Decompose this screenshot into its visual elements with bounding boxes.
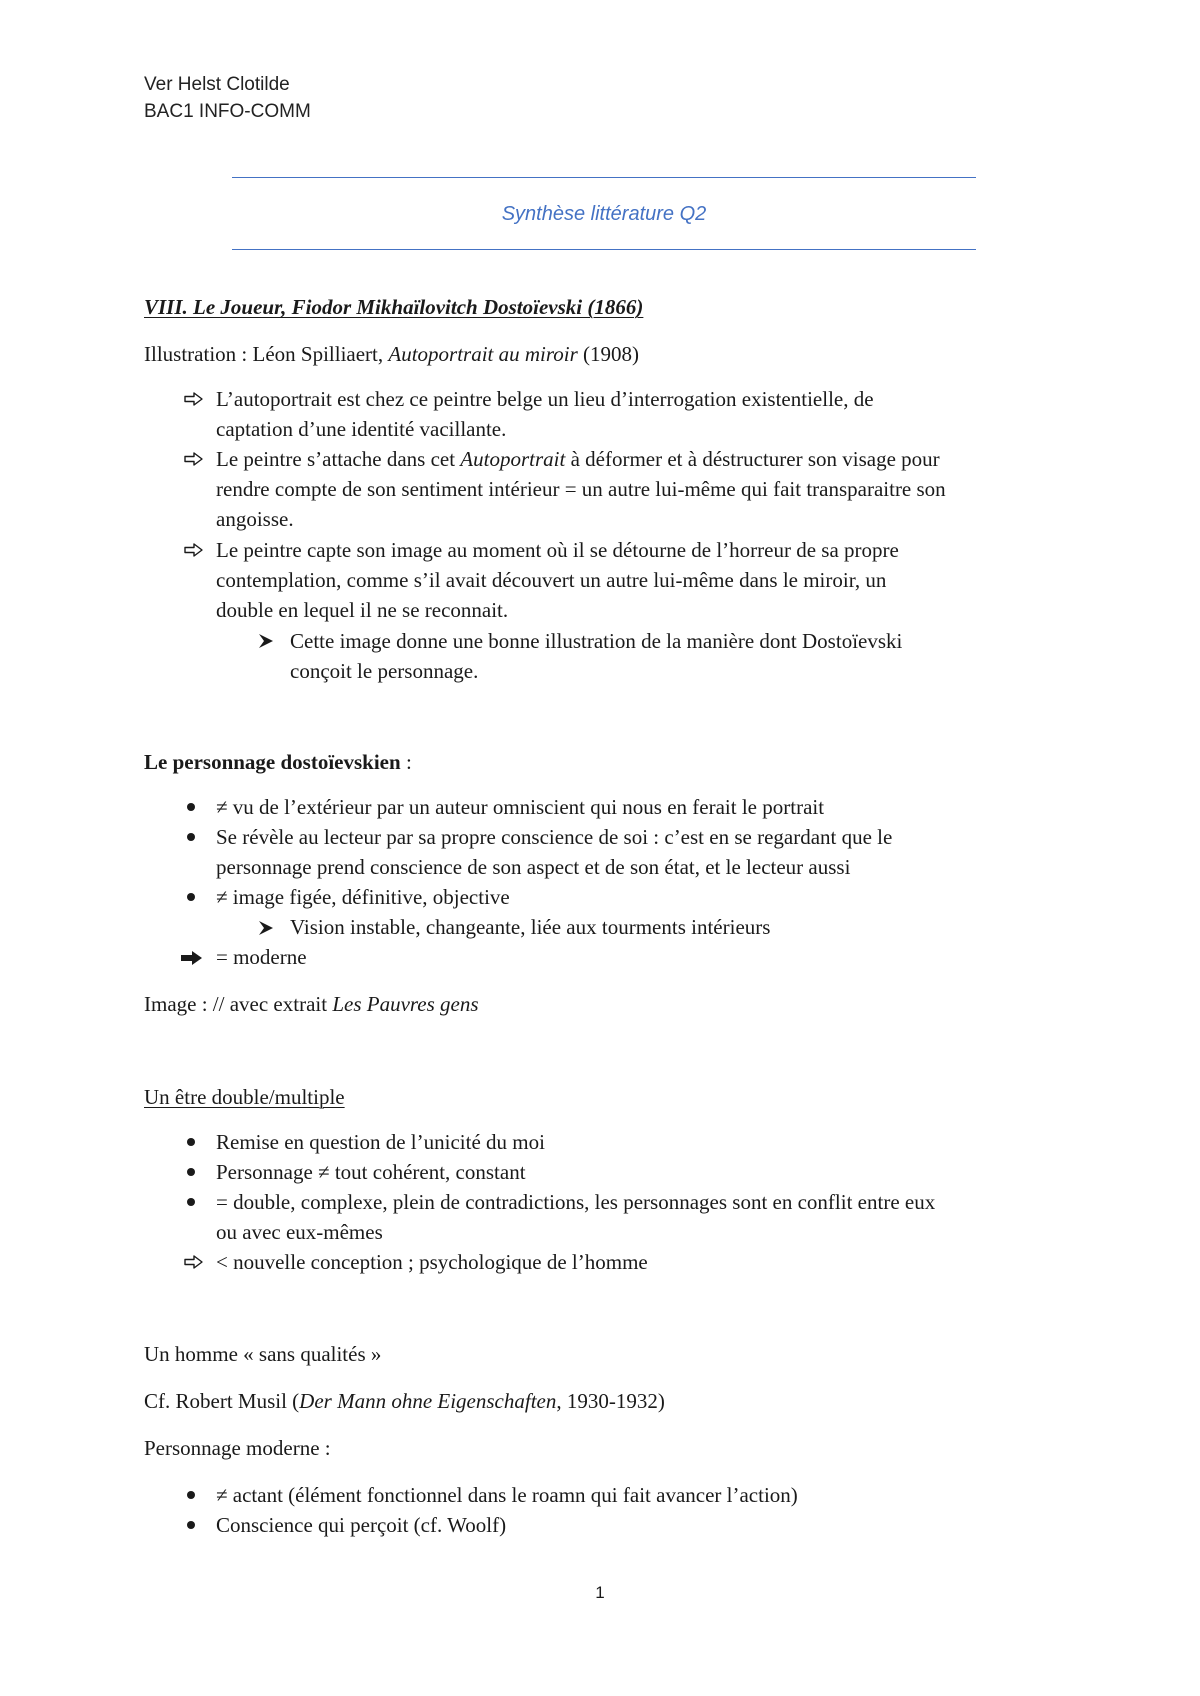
section-heading [144,292,643,322]
point-2-text-b: à déformer et à déstructurer son visage pour [565,447,940,471]
document-title: Synthèse littérature Q2 [501,203,707,225]
image-prefix: Image : // avec extrait [144,992,333,1016]
bullet-dot-icon [187,1521,195,1529]
point-3-line-2: contemplation, comme s’il avait découvert un autre lui-même dans le miroir, un [216,568,887,592]
double-bullet-3-line-1: = double, complexe, plein de contradictions, les personnages sont en conflit entre eux [216,1190,936,1214]
point-1-line-1: L’autoportrait est chez ce peintre belge un lieu d’interrogation existentielle, de [216,387,874,411]
personnage-bullet-2-line-1: Se révèle au lecteur par sa propre conscience de soi : c’est en se regardant que le [216,825,893,849]
sub-point-line-1: Cette image donne une bonne illustration de la manière dont Dostoïevski [290,629,903,653]
personnage-bullet-1: ≠ vu de l’extérieur par un auteur omniscient qui nous en ferait le portrait [216,795,825,819]
point-2-line-2: rendre compte de son sentiment intérieur = un autre lui-même qui fait transparaitre son [216,477,946,501]
bullet-dot-icon [187,803,195,811]
bullet-dot-icon [187,1491,195,1499]
double-heading: Un être double/multiple [144,1085,345,1109]
illustration-year: (1908) [577,342,640,366]
outline-arrow-icon [184,1255,204,1269]
outline-arrow-icon [184,452,204,466]
point-2-work: Autoportrait [460,447,566,471]
point-2-line-1 [216,444,940,474]
personnage-conclusion: = moderne [216,945,307,969]
image-line [144,989,479,1019]
point-3-line-1: Le peintre capte son image au moment où il se détourne de l’horreur de sa propre [216,538,899,562]
point-1-line-2: captation d’une identité vacillante. [216,417,507,441]
bold-arrow-icon [180,950,204,966]
bullet-dot-icon [187,1138,195,1146]
chevron-arrow-icon [258,920,274,936]
double-bullet-2: Personnage ≠ tout cohérent, constant [216,1160,526,1184]
course-name: BAC1 INFO-COMM [144,101,311,122]
personnage-sub-bullet: Vision instable, changeante, liée aux tourments intérieurs [290,915,771,939]
illustration-work: Autoportrait au miroir [388,342,578,366]
double-bullet-3-line-2: ou avec eux-mêmes [216,1220,383,1244]
homme-heading: Un homme « sans qualités » [144,1342,382,1366]
point-3-line-3: double en lequel il ne se reconnait. [216,598,509,622]
personnage-bullet-2-line-2: personnage prend conscience de son aspect et de son état, et le lecteur aussi [216,855,851,879]
author-name: Ver Helst Clotilde [144,74,290,95]
personnage-moderne-label: Personnage moderne : [144,1436,331,1460]
moderne-bullet-1: ≠ actant (élément fonctionnel dans le roamn qui fait avancer l’action) [216,1483,798,1507]
illustration-line [144,339,639,369]
bullet-dot-icon [187,893,195,901]
chevron-arrow-icon [258,633,274,649]
bullet-dot-icon [187,1198,195,1206]
illustration-prefix: Illustration : Léon Spilliaert, [144,342,389,366]
outline-arrow-icon [184,543,204,557]
bullet-dot-icon [187,833,195,841]
personnage-bullet-3: ≠ image figée, définitive, objective [216,885,510,909]
section-heading-text: VIII. Le Joueur, Fiodor Mikhaïlovitch Dostoïevski (1866) [144,295,644,319]
point-2-text-a: Le peintre s’attache dans cet [216,447,461,471]
title-top-rule [232,177,976,178]
bullet-dot-icon [187,1168,195,1176]
title-bottom-rule [232,249,976,250]
personnage-heading [144,747,412,777]
double-arrow-point: < nouvelle conception ; psychologique de l’homme [216,1250,648,1274]
outline-arrow-icon [184,392,204,406]
page-number: 1 [595,1583,605,1602]
musil-suffix: , 1930-1932) [556,1389,665,1413]
image-work: Les Pauvres gens [332,992,479,1016]
moderne-bullet-2: Conscience qui perçoit (cf. Woolf) [216,1513,507,1537]
musil-reference [144,1386,665,1416]
point-2-line-3: angoisse. [216,507,294,531]
sub-point-line-2: conçoit le personnage. [290,659,479,683]
personnage-heading-colon: : [400,750,412,774]
musil-work: Der Mann ohne Eigenschaften [299,1389,557,1413]
musil-prefix: Cf. Robert Musil ( [144,1389,300,1413]
double-bullet-1: Remise en question de l’unicité du moi [216,1130,545,1154]
personnage-heading-text: Le personnage dostoïevskien [144,750,401,774]
